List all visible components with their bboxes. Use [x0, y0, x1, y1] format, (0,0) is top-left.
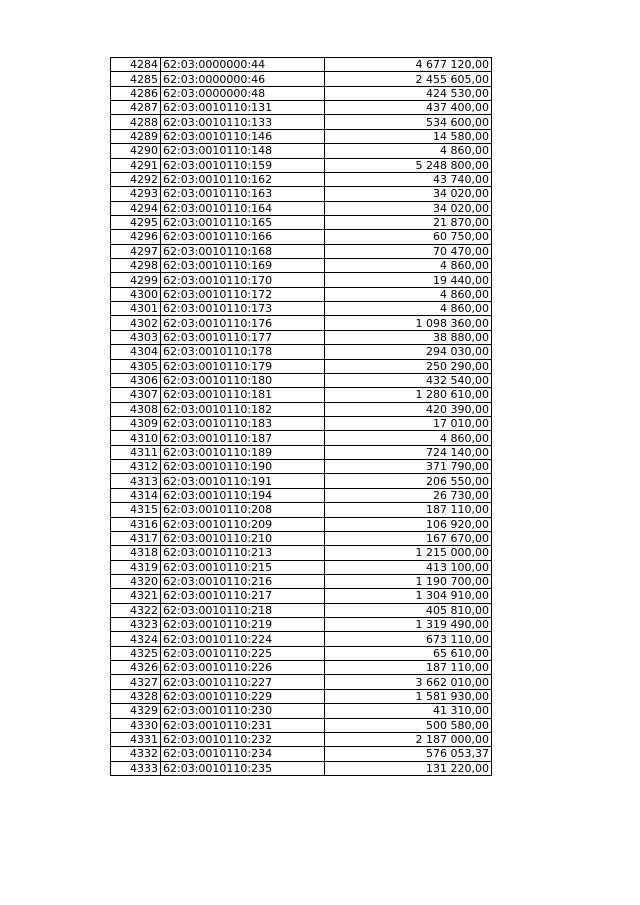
row-number-cell: 4323: [111, 618, 161, 632]
cadastral-number-cell: 62:03:0010110:190: [161, 460, 325, 474]
cadastral-number-cell: 62:03:0010110:169: [161, 259, 325, 273]
table-row: [111, 416, 492, 430]
row-number-cell: 4313: [111, 474, 161, 488]
cadastral-value-cell: 576 053,37: [325, 747, 492, 761]
row-number-cell: 4329: [111, 704, 161, 718]
cadastral-number-cell: 62:03:0010110:159: [161, 158, 325, 172]
cadastral-value-cell: 420 390,00: [325, 402, 492, 416]
cadastral-value-cell: 1 304 910,00: [325, 589, 492, 603]
cadastral-value-cell: 1 581 930,00: [325, 689, 492, 703]
row-number-cell: 4296: [111, 230, 161, 244]
row-number-cell: 4314: [111, 488, 161, 502]
cadastral-number-cell: 62:03:0010110:166: [161, 230, 325, 244]
row-number-cell: 4312: [111, 460, 161, 474]
cadastral-value-cell: 17 010,00: [325, 416, 492, 430]
row-number-cell: 4288: [111, 115, 161, 129]
cadastral-value-cell: 70 470,00: [325, 244, 492, 258]
cadastral-value-cell: 206 550,00: [325, 474, 492, 488]
row-number-cell: 4324: [111, 632, 161, 646]
cadastral-value-cell: 673 110,00: [325, 632, 492, 646]
cadastral-value-cell: 432 540,00: [325, 373, 492, 387]
cadastral-value-cell: 3 662 010,00: [325, 675, 492, 689]
cadastral-value-cell: 19 440,00: [325, 273, 492, 287]
row-number-cell: 4305: [111, 359, 161, 373]
row-number-cell: 4291: [111, 158, 161, 172]
cadastral-number-cell: 62:03:0010110:164: [161, 201, 325, 215]
cadastral-number-cell: 62:03:0010110:133: [161, 115, 325, 129]
row-number-cell: 4304: [111, 345, 161, 359]
table-row: [111, 675, 492, 689]
table-row: [111, 144, 492, 158]
row-number-cell: 4306: [111, 373, 161, 387]
cadastral-number-cell: 62:03:0010110:231: [161, 718, 325, 732]
cadastral-value-cell: 60 750,00: [325, 230, 492, 244]
cadastral-number-cell: 62:03:0010110:218: [161, 603, 325, 617]
cadastral-number-cell: 62:03:0010110:230: [161, 704, 325, 718]
row-number-cell: 4293: [111, 187, 161, 201]
cadastral-number-cell: 62:03:0010110:225: [161, 646, 325, 660]
cadastral-value-cell: 294 030,00: [325, 345, 492, 359]
row-number-cell: 4327: [111, 675, 161, 689]
cadastral-value-cell: 500 580,00: [325, 718, 492, 732]
cadastral-number-cell: 62:03:0010110:148: [161, 144, 325, 158]
table-row: [111, 259, 492, 273]
table-row: [111, 359, 492, 373]
table-row: [111, 402, 492, 416]
cadastral-value-cell: 371 790,00: [325, 460, 492, 474]
cadastral-value-cell: 4 860,00: [325, 259, 492, 273]
cadastral-value-cell: 413 100,00: [325, 560, 492, 574]
row-number-cell: 4333: [111, 761, 161, 775]
table-row: [111, 732, 492, 746]
cadastral-value-cell: 4 860,00: [325, 302, 492, 316]
cadastral-value-cell: 26 730,00: [325, 488, 492, 502]
cadastral-value-cell: 724 140,00: [325, 445, 492, 459]
table-row: [111, 632, 492, 646]
row-number-cell: 4300: [111, 287, 161, 301]
row-number-cell: 4321: [111, 589, 161, 603]
cadastral-number-cell: 62:03:0010110:219: [161, 618, 325, 632]
table-row: [111, 158, 492, 172]
table-row: [111, 273, 492, 287]
row-number-cell: 4307: [111, 388, 161, 402]
cadastral-value-cell: 41 310,00: [325, 704, 492, 718]
cadastral-value-cell: 43 740,00: [325, 172, 492, 186]
table-row: [111, 388, 492, 402]
row-number-cell: 4319: [111, 560, 161, 574]
table-row: [111, 517, 492, 531]
cadastral-number-cell: 62:03:0010110:232: [161, 732, 325, 746]
table-row: [111, 503, 492, 517]
table-row: [111, 661, 492, 675]
cadastral-value-cell: 131 220,00: [325, 761, 492, 775]
row-number-cell: 4325: [111, 646, 161, 660]
cadastral-number-cell: 62:03:0000000:44: [161, 58, 325, 72]
cadastral-value-cell: 38 880,00: [325, 330, 492, 344]
cadastral-number-cell: 62:03:0010110:191: [161, 474, 325, 488]
row-number-cell: 4287: [111, 101, 161, 115]
cadastral-number-cell: 62:03:0010110:183: [161, 416, 325, 430]
cadastral-number-cell: 62:03:0010110:173: [161, 302, 325, 316]
table-row: [111, 445, 492, 459]
cadastral-value-cell: 1 319 490,00: [325, 618, 492, 632]
table-row: [111, 345, 492, 359]
row-number-cell: 4301: [111, 302, 161, 316]
table-body: [111, 58, 492, 776]
row-number-cell: 4298: [111, 259, 161, 273]
table-row: [111, 72, 492, 86]
cadastral-number-cell: 62:03:0010110:217: [161, 589, 325, 603]
cadastral-value-cell: 187 110,00: [325, 661, 492, 675]
row-number-cell: 4311: [111, 445, 161, 459]
cadastral-value-cell: 65 610,00: [325, 646, 492, 660]
cadastral-number-cell: 62:03:0000000:48: [161, 86, 325, 100]
cadastral-value-cell: 534 600,00: [325, 115, 492, 129]
row-number-cell: 4315: [111, 503, 161, 517]
table-row: [111, 129, 492, 143]
cadastral-number-cell: 62:03:0010110:131: [161, 101, 325, 115]
row-number-cell: 4303: [111, 330, 161, 344]
cadastral-number-cell: 62:03:0010110:168: [161, 244, 325, 258]
cadastral-value-cell: 21 870,00: [325, 215, 492, 229]
row-number-cell: 4316: [111, 517, 161, 531]
cadastral-number-cell: 62:03:0010110:227: [161, 675, 325, 689]
table-row: [111, 546, 492, 560]
table-row: [111, 215, 492, 229]
cadastral-value-cell: 34 020,00: [325, 187, 492, 201]
table-row: [111, 86, 492, 100]
cadastral-number-cell: 62:03:0010110:215: [161, 560, 325, 574]
cadastral-number-cell: 62:03:0010110:179: [161, 359, 325, 373]
cadastral-number-cell: 62:03:0010110:189: [161, 445, 325, 459]
cadastral-value-cell: 405 810,00: [325, 603, 492, 617]
table-row: [111, 172, 492, 186]
row-number-cell: 4285: [111, 72, 161, 86]
table-row: [111, 618, 492, 632]
cadastral-number-cell: 62:03:0010110:194: [161, 488, 325, 502]
row-number-cell: 4331: [111, 732, 161, 746]
table-row: [111, 58, 492, 72]
table-row: [111, 115, 492, 129]
cadastral-value-cell: 4 860,00: [325, 144, 492, 158]
table-row: [111, 101, 492, 115]
table-row: [111, 574, 492, 588]
cadastral-number-cell: 62:03:0010110:178: [161, 345, 325, 359]
table-row: [111, 747, 492, 761]
cadastral-value-cell: 34 020,00: [325, 201, 492, 215]
cadastral-value-cell: 187 110,00: [325, 503, 492, 517]
table-row: [111, 718, 492, 732]
row-number-cell: 4290: [111, 144, 161, 158]
cadastral-number-cell: 62:03:0010110:182: [161, 402, 325, 416]
cadastral-number-cell: 62:03:0010110:177: [161, 330, 325, 344]
cadastral-value-cell: 5 248 800,00: [325, 158, 492, 172]
cadastral-number-cell: 62:03:0010110:229: [161, 689, 325, 703]
row-number-cell: 4326: [111, 661, 161, 675]
table-row: [111, 646, 492, 660]
row-number-cell: 4295: [111, 215, 161, 229]
table-row: [111, 373, 492, 387]
table-row: [111, 230, 492, 244]
row-number-cell: 4284: [111, 58, 161, 72]
row-number-cell: 4330: [111, 718, 161, 732]
table-row: [111, 560, 492, 574]
cadastral-number-cell: 62:03:0010110:224: [161, 632, 325, 646]
table-row: [111, 302, 492, 316]
table-row: [111, 488, 492, 502]
cadastral-value-cell: 250 290,00: [325, 359, 492, 373]
table-row: [111, 316, 492, 330]
table-row: [111, 761, 492, 775]
cadastral-number-cell: 62:03:0010110:163: [161, 187, 325, 201]
cadastral-number-cell: 62:03:0010110:210: [161, 531, 325, 545]
cadastral-number-cell: 62:03:0010110:181: [161, 388, 325, 402]
cadastral-value-cell: 437 400,00: [325, 101, 492, 115]
cadastral-number-cell: 62:03:0010110:176: [161, 316, 325, 330]
cadastral-number-cell: 62:03:0010110:234: [161, 747, 325, 761]
table-row: [111, 603, 492, 617]
cadastral-number-cell: 62:03:0010110:162: [161, 172, 325, 186]
table-row: [111, 704, 492, 718]
cadastral-value-cell: 167 670,00: [325, 531, 492, 545]
row-number-cell: 4309: [111, 416, 161, 430]
cadastral-value-cell: 14 580,00: [325, 129, 492, 143]
table-row: [111, 244, 492, 258]
table-row: [111, 330, 492, 344]
cadastral-value-cell: 1 190 700,00: [325, 574, 492, 588]
table-row: [111, 460, 492, 474]
table-row: [111, 474, 492, 488]
row-number-cell: 4308: [111, 402, 161, 416]
row-number-cell: 4332: [111, 747, 161, 761]
cadastral-value-cell: 106 920,00: [325, 517, 492, 531]
cadastral-value-cell: 2 187 000,00: [325, 732, 492, 746]
cadastral-number-cell: 62:03:0010110:180: [161, 373, 325, 387]
table-row: [111, 431, 492, 445]
cadastral-number-cell: 62:03:0010110:170: [161, 273, 325, 287]
table-row: [111, 287, 492, 301]
cadastral-number-cell: 62:03:0010110:235: [161, 761, 325, 775]
table-row: [111, 589, 492, 603]
cadastral-number-cell: 62:03:0010110:187: [161, 431, 325, 445]
row-number-cell: 4317: [111, 531, 161, 545]
row-number-cell: 4289: [111, 129, 161, 143]
table-row: [111, 201, 492, 215]
row-number-cell: 4318: [111, 546, 161, 560]
row-number-cell: 4286: [111, 86, 161, 100]
cadastral-value-cell: 4 677 120,00: [325, 58, 492, 72]
cadastral-value-cell: 4 860,00: [325, 431, 492, 445]
cadastral-number-cell: 62:03:0010110:146: [161, 129, 325, 143]
cadastral-number-cell: 62:03:0010110:172: [161, 287, 325, 301]
row-number-cell: 4310: [111, 431, 161, 445]
row-number-cell: 4302: [111, 316, 161, 330]
row-number-cell: 4292: [111, 172, 161, 186]
cadastral-value-cell: 4 860,00: [325, 287, 492, 301]
row-number-cell: 4328: [111, 689, 161, 703]
cadastral-value-cell: 1 098 360,00: [325, 316, 492, 330]
cadastral-number-cell: 62:03:0010110:213: [161, 546, 325, 560]
cadastral-value-cell: 1 215 000,00: [325, 546, 492, 560]
row-number-cell: 4322: [111, 603, 161, 617]
cadastral-number-cell: 62:03:0010110:216: [161, 574, 325, 588]
cadastral-number-cell: 62:03:0010110:209: [161, 517, 325, 531]
cadastral-number-cell: 62:03:0010110:208: [161, 503, 325, 517]
row-number-cell: 4299: [111, 273, 161, 287]
cadastral-value-cell: 1 280 610,00: [325, 388, 492, 402]
table-row: [111, 187, 492, 201]
cadastral-number-cell: 62:03:0010110:226: [161, 661, 325, 675]
table-row: [111, 689, 492, 703]
cadastral-value-table: [110, 57, 492, 776]
cadastral-value-table-page: [110, 57, 491, 776]
row-number-cell: 4297: [111, 244, 161, 258]
cadastral-value-cell: 424 530,00: [325, 86, 492, 100]
cadastral-number-cell: 62:03:0000000:46: [161, 72, 325, 86]
cadastral-value-cell: 2 455 605,00: [325, 72, 492, 86]
cadastral-number-cell: 62:03:0010110:165: [161, 215, 325, 229]
row-number-cell: 4320: [111, 574, 161, 588]
table-row: [111, 531, 492, 545]
row-number-cell: 4294: [111, 201, 161, 215]
